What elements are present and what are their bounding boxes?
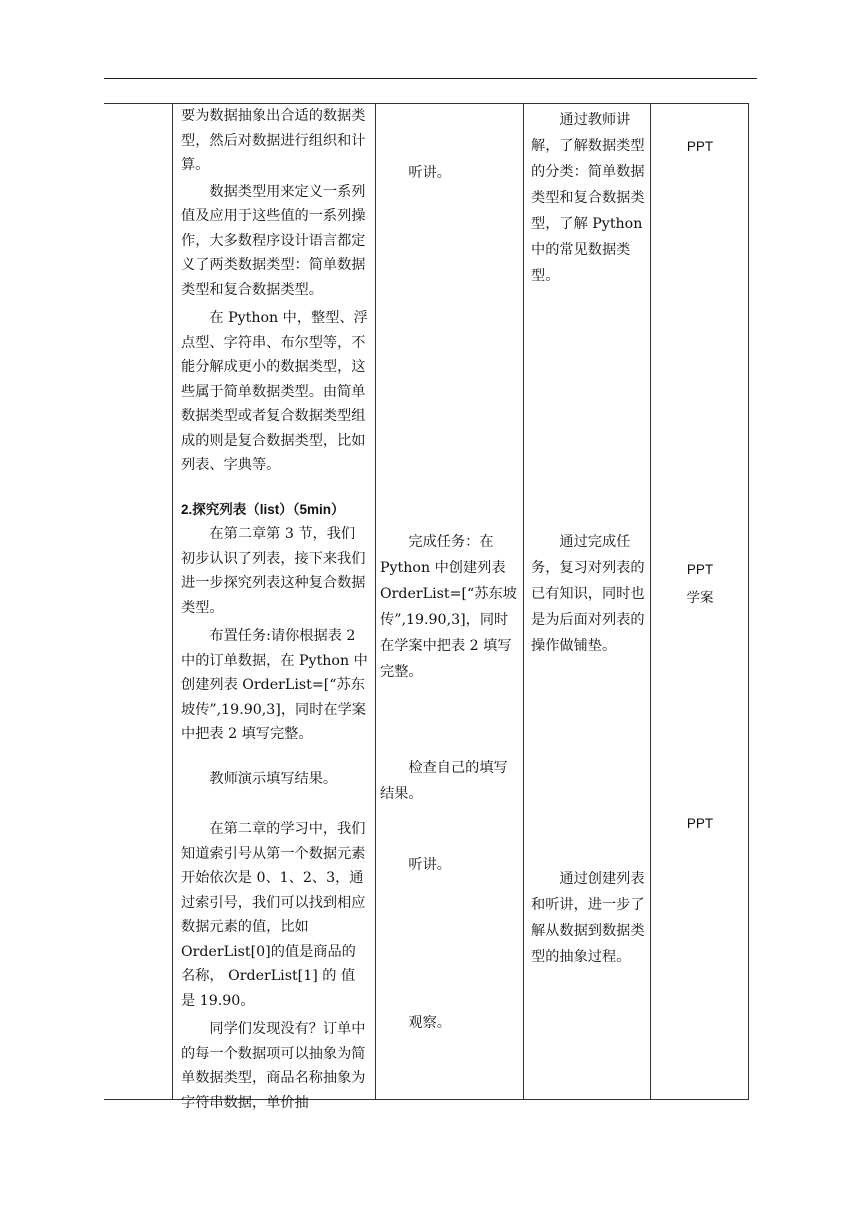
resource-ppt-3: PPT (686, 816, 714, 831)
text-paragraph: 教师演示填写结果。 (209, 770, 338, 787)
student-activity-listen-2 (380, 852, 518, 878)
section-heading: 2.探究列表（list）（5min） (181, 501, 345, 517)
column-divider-3 (523, 103, 524, 1099)
text-paragraph: 完成任务：在 Python 中创建列表 OrderList=[“苏东坡传”,19.90,3]，同时在学案中把表 2 填写完整。 (380, 534, 517, 680)
resource-ppt-2: PPT (686, 562, 714, 577)
page-header-rule (104, 78, 757, 79)
text-paragraph: 在第二章的学习中，我们知道索引号从第一个数据元素开始依次是 0、1、2、3，通过索引号，我们可以找到相应数据元素的值，比如 OrderList[0]的值是商品的名称， OrderList[1] 的 值 是 19.90。 (181, 821, 366, 1009)
student-activity-observe (380, 1010, 518, 1036)
design-intent-cell-1 (531, 107, 645, 289)
student-activity-listen-1 (380, 160, 518, 186)
resource-ppt-1: PPT (686, 139, 714, 154)
text-paragraph: 同学们发现没有？订单中的每一个数据项可以抽象为简单数据类型，商品名称抽象为字符串数据，单价抽 (181, 1021, 366, 1111)
text-paragraph: 观察。 (408, 1015, 451, 1031)
text-paragraph: 布置任务:请你根据表 2 中的订单数据，在 Python 中创建列表 OrderList=[“苏东坡传”,19.90,3]，同时在学案中把表 2 填写完整。 (181, 628, 368, 742)
text-paragraph: 通过创建列表和听讲，进一步了解从数据到数据类型的抽象过程。 (531, 871, 645, 965)
text-paragraph: 听讲。 (408, 857, 451, 873)
text-paragraph: 数据类型用来定义一系列值及应用于这些值的一系列操作，大多数程序设计语言都定义了两类数据类型：简单数据类型和复合数据类型。 (181, 183, 366, 298)
text-paragraph: 检查自己的填写结果。 (380, 760, 508, 802)
text-paragraph: 在第二章第 3 节，我们初步认识了列表，接下来我们进一步探究列表这种复合数据类型。 (181, 526, 366, 616)
student-activity-check (380, 755, 518, 807)
student-activity-task (380, 529, 518, 685)
column-divider-2 (375, 103, 376, 1099)
text-paragraph: 听讲。 (408, 165, 451, 181)
teacher-activity-cell (181, 104, 369, 1115)
column-divider-1 (172, 103, 173, 1099)
design-intent-cell-2 (531, 529, 645, 659)
design-intent-cell-3 (531, 866, 645, 970)
resource-handout: 学案 (686, 590, 714, 605)
text-paragraph: 通过教师讲解，了解数据类型的分类：简单数据类型和复合数据类型，了解 Python 中的常见数据类型。 (531, 112, 645, 284)
text-paragraph: 在 Python 中，整型、浮点型、字符串、布尔型等，不能分解成更小的数据类型，这些属于简单数据类型。由简单数据类型或者复合数据类型组成的则是复合数据类型，比如列表、字典等。 (181, 310, 368, 473)
text-paragraph: 通过完成任务，复习对列表的已有知识，同时也是为后面对列表的操作做铺垫。 (531, 534, 645, 654)
text-paragraph: 要为数据抽象出合适的数据类型，然后对数据进行组织和计算。 (181, 108, 366, 173)
